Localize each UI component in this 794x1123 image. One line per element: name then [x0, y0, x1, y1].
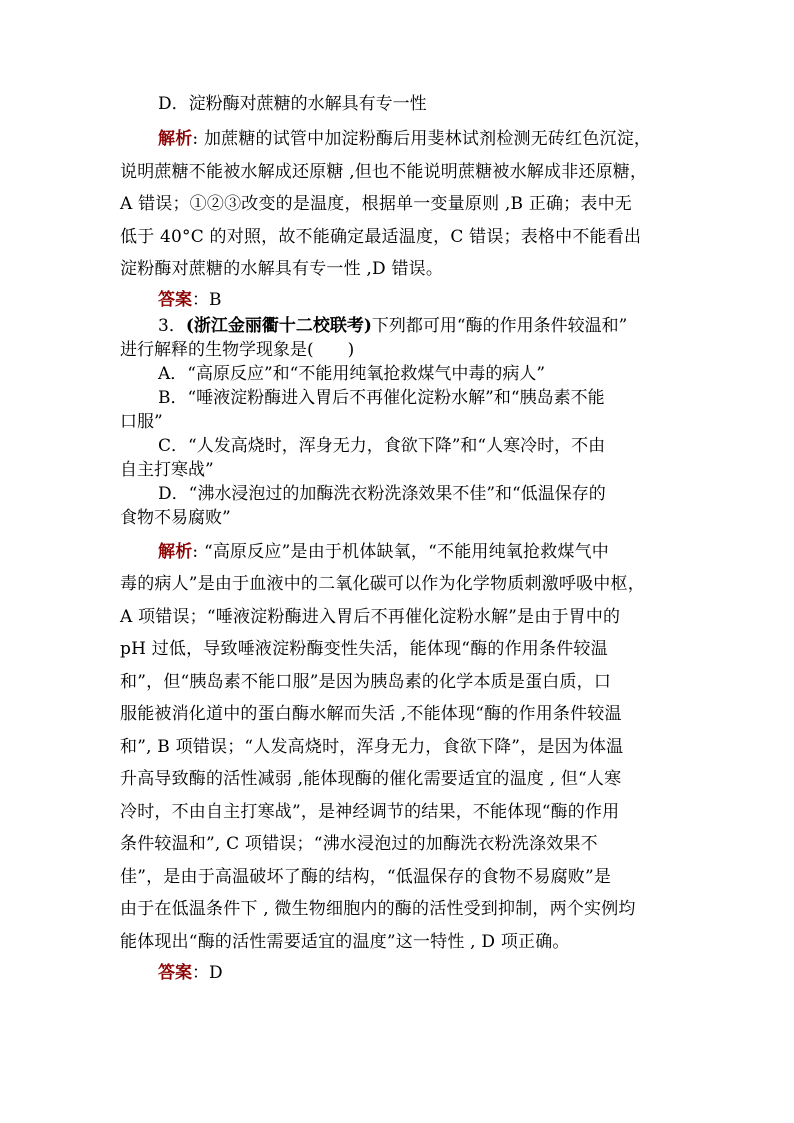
q3-stem-line-2: 进行解释的生物学现象是( ) [120, 339, 355, 360]
q2-answer-label: 答案 [158, 289, 192, 310]
document-page [120, 96, 680, 988]
q3-analysis-line-4: pH 过低，导致唾液淀粉酶变性失活，能体现“酶的作用条件较温 [120, 639, 608, 659]
q3-answer-label: 答案 [158, 963, 192, 983]
q3-analysis-line-10: 条件较温和”, C 项错误；“沸水浸泡过的加酶洗衣粉洗涤效果不 [120, 834, 598, 854]
q3-analysis-line-12: 由于在低温条件下 , 微生物细胞内的酶的活性受到抑制，两个实例均 [120, 899, 636, 919]
q2-analysis-line-5: 淀粉酶对蔗糖的水解具有专一性 ,D 错误。 [120, 259, 444, 279]
q3-answer-value: ：D [192, 963, 223, 983]
q3-analysis-label: 解析 [158, 541, 193, 562]
q3-analysis-line-6: 服能被消化道中的蛋白酶水解而失活 ,不能体现“酶的作用条件较温 [120, 704, 622, 724]
q2-analysis-line-2: 说明蔗糖不能被水解成还原糖 ,但也不能说明蔗糖被水解成非还原糖， [120, 161, 648, 182]
q2-analysis-line-4: 低于 40°C 的对照，故不能确定最适温度，C 错误；表格中不能看出 [120, 226, 642, 247]
q2-option-d: D．淀粉酶对蔗糖的水解具有专一性 [158, 94, 427, 114]
q3-source: (浙江金丽衢十二校联考) [185, 315, 372, 336]
q3-answer [120, 958, 680, 988]
q3-analysis-line-11: 佳”，是由于高温破坏了酶的结构，“低温保存的食物不易腐败”是 [120, 866, 612, 887]
q3-analysis-line-9: 冷时，不由自主打寒战”，是神经调节的结果，不能体现“酶的作用 [120, 801, 620, 822]
q3-option-c-cont: 自主打寒战” [120, 459, 214, 480]
q3-analysis-line-7: 和”, B 项错误；“人发高烧时，浑身无力，食欲下降”，是因为体温 [120, 736, 624, 757]
q3-analysis-line-5: 和”，但“胰岛素不能口服”是因为胰岛素的化学本质是蛋白质，口 [120, 671, 612, 692]
q3-option-d-cont: 食物不易腐败” [120, 507, 231, 528]
q3-analysis-line-1: 解析: “高原反应”是由于机体缺氧，“不能用纯氧抢救煤气中 [158, 541, 610, 562]
q2-analysis-label: 解析 [158, 129, 193, 149]
q2-analysis-line-1: 解析: 加蔗糖的试管中加淀粉酶后用斐林试剂检测无砖红色沉淀， [158, 129, 652, 149]
q3-option-b: B．“唾液淀粉酶进入胃后不再催化淀粉水解”和“胰岛素不能 [158, 387, 605, 408]
q3-option-c: C．“人发高烧时，浑身无力，食欲下降”和“人寒冷时，不由 [158, 435, 606, 456]
q3-analysis-line-2: 毒的病人”是由于血液中的二氧化碳可以作为化学物质刺激呼吸中枢， [120, 574, 645, 594]
q2-answer-value: ：B [192, 289, 222, 310]
q3-option-b-cont: 口服” [120, 411, 163, 432]
q2-answer [120, 286, 680, 314]
q3-option-d: D．“沸水浸泡过的加酶洗衣粉洗涤效果不佳”和“低温保存的 [158, 483, 606, 504]
q3-number: 3． [158, 315, 186, 336]
q3-stem-line-1: 3．(浙江金丽衢十二校联考)下列都可用“酶的作用条件较温和” [158, 315, 628, 336]
q3-analysis-line-13: 能体现出“酶的活性需要适宜的温度”这一特性 , D 项正确。 [120, 931, 570, 952]
q2-analysis-line-3: A 错误；①②③改变的是温度，根据单一变量原则 ,B 正确；表中无 [120, 194, 632, 214]
q3-option-a: A．“高原反应”和“不能用纯氧抢救煤气中毒的病人” [158, 363, 546, 384]
q3-analysis-line-3: A 项错误；“唾液淀粉酶进入胃后不再催化淀粉水解”是由于胃中的 [120, 606, 621, 627]
q3-analysis-line-8: 升高导致酶的活性减弱 ,能体现酶的催化需要适宜的温度 , 但“人寒 [120, 769, 622, 789]
